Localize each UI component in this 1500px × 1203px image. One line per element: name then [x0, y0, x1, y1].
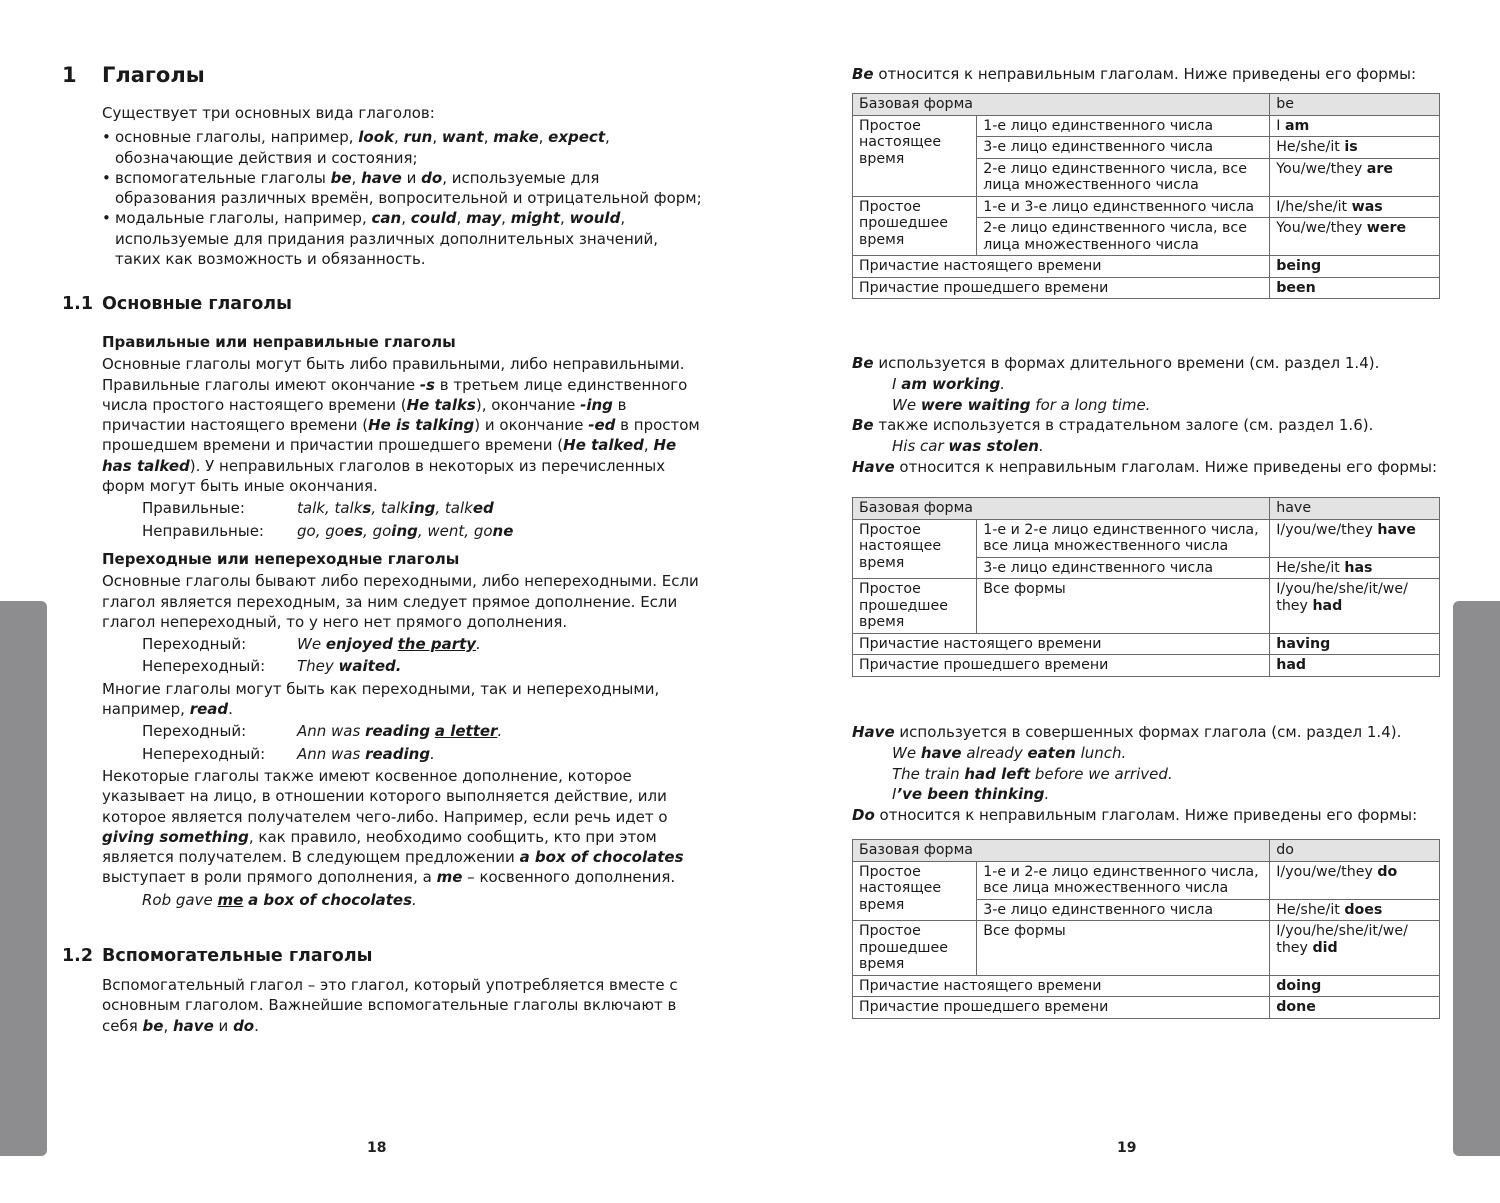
- text-run: waited.: [338, 657, 402, 676]
- text-run: относится к неправильным глаголам. Ниже приведены его формы:: [874, 805, 1418, 824]
- text-run: и: [213, 1016, 234, 1035]
- table-row: [853, 861, 1440, 899]
- table-row: [853, 115, 1440, 137]
- text-run: He has talked: [102, 436, 677, 475]
- text-run: do: [233, 1016, 255, 1035]
- auxiliary-block: [102, 975, 702, 1036]
- subsection-heading-main-verbs: [62, 294, 292, 314]
- text-run: He talked: [563, 436, 644, 455]
- person-cell: 1-е и 2-е лицо единственного числа, все лица множественного числа: [977, 861, 1270, 899]
- text-run: -ed: [588, 416, 616, 435]
- text-run: Основные глаголы бывают либо переходными, либо непереходными. Если глагол является переходным, за ним следует прямое дополнение. Если глагол непереходный, то у него нет прямого дополнения.: [102, 572, 699, 631]
- text-run: ,: [560, 209, 570, 228]
- text-run: ), окончание: [475, 395, 581, 414]
- tense-cell: Простое настоящее время: [853, 861, 977, 921]
- header-cell: be: [1270, 94, 1440, 116]
- participle-label-cell: Причастие прошедшего времени: [853, 655, 1270, 677]
- list-item: [102, 168, 702, 209]
- be-intro: [852, 64, 1442, 85]
- header-cell: have: [1270, 498, 1440, 520]
- text-run: .: [1044, 785, 1050, 803]
- table-row: [853, 519, 1440, 557]
- table-row: [853, 579, 1440, 634]
- text-run: run: [403, 128, 433, 147]
- text-run: am: [1284, 117, 1310, 134]
- example-row: [102, 744, 702, 764]
- text-run: , talk: [371, 499, 409, 518]
- text-run: I/you/he/she/it/we/ they: [1276, 923, 1408, 956]
- person-cell: 3-е лицо единственного числа: [977, 137, 1270, 159]
- text-run: Многие глаголы могут быть как переходными, так и непереходными, например,: [102, 679, 660, 719]
- example-value: [297, 656, 401, 676]
- participle-label-cell: Причастие прошедшего времени: [853, 277, 1270, 299]
- text-run: Некоторые глаголы также имеют косвенное дополнение, которое указывает на лицо, в отношении которого выполняется действие, или которое является получателем чего-либо. Например, если речь идет о: [102, 766, 668, 826]
- have-forms-table: [852, 497, 1440, 677]
- person-cell: 1-е и 2-е лицо единственного числа, все лица множественного числа: [977, 519, 1270, 557]
- text-run: are: [1366, 160, 1393, 177]
- text-run: относится к неправильным глаголам. Ниже приведены его формы:: [894, 457, 1438, 476]
- text-run: ,: [351, 168, 362, 187]
- subsection-number: 1.2: [62, 946, 94, 966]
- text-run: .: [254, 1016, 259, 1035]
- form-cell: [1270, 137, 1440, 159]
- text-run: might: [510, 209, 561, 228]
- form-cell: [1270, 158, 1440, 196]
- person-cell: 1-е и 3-е лицо единственного числа: [977, 196, 1270, 218]
- text-run: .: [228, 700, 233, 719]
- example-label: Правильные:: [142, 499, 245, 518]
- text-run: before we arrived.: [1030, 764, 1173, 783]
- intro-text: Существует три основных вида глаголов:: [102, 104, 435, 122]
- table-row: [853, 921, 1440, 976]
- right-page: [852, 0, 1442, 1203]
- example-value: [297, 521, 513, 541]
- text-run: I/you/we/they: [1276, 521, 1378, 538]
- page-number-right: 19: [1117, 1140, 1137, 1156]
- list-item: [102, 208, 702, 269]
- participle-label-cell: Причастие настоящего времени: [853, 256, 1270, 278]
- header-cell: Базовая форма: [853, 94, 1270, 116]
- subsection-title: Вспомогательные глаголы: [102, 946, 373, 966]
- text-run: ). У неправильных глаголов в некоторых из перечисленных форм могут быть иные окончания.: [102, 456, 666, 496]
- text-run: was: [1351, 198, 1383, 215]
- text-run: He/she/it: [1276, 901, 1345, 918]
- text-run: He/she/it: [1276, 139, 1345, 155]
- example-sentence: [852, 374, 1442, 395]
- text-run: look: [358, 128, 394, 147]
- section-number: 1: [62, 63, 77, 87]
- be-usage-block: [852, 353, 1442, 478]
- regular-heading: Правильные или неправильные глаголы: [102, 333, 456, 351]
- table-header-row: [853, 840, 1440, 862]
- transitive-text: [102, 571, 702, 632]
- auxiliary-text: [102, 975, 702, 1036]
- text-run: does: [1344, 901, 1383, 918]
- table-row: [853, 196, 1440, 218]
- text-run: were waiting: [920, 395, 1031, 414]
- text-run: I/you/he/she/it/we/ they: [1276, 581, 1408, 614]
- text-run: ,: [401, 209, 411, 228]
- text-run: .: [1038, 437, 1044, 455]
- text-run: .: [497, 722, 503, 741]
- person-cell: 1-е лицо единственного числа: [977, 115, 1270, 137]
- intro-block: [102, 103, 702, 269]
- text-run: His car: [892, 437, 949, 455]
- person-cell: Все формы: [977, 579, 1270, 634]
- text-run: had: [1312, 597, 1343, 614]
- text-run: и: [401, 168, 422, 187]
- table-row: [853, 655, 1440, 677]
- text-run: may: [466, 209, 502, 228]
- text-run: относится к неправильным глаголам. Ниже приведены его формы:: [873, 65, 1417, 83]
- tense-cell: Простое прошедшее время: [853, 579, 977, 634]
- text-run: .: [412, 890, 417, 909]
- text-run: Be: [852, 354, 874, 372]
- example-label: Переходный:: [142, 635, 247, 654]
- text-run: We: [892, 395, 921, 414]
- text-run: ,: [483, 128, 494, 147]
- text-run: Ann was: [297, 722, 366, 741]
- page-number-left: 18: [367, 1140, 387, 1156]
- text-run: ,: [538, 128, 549, 147]
- be-forms-table: [852, 93, 1440, 299]
- text-run: eaten: [1027, 744, 1076, 762]
- text-run: выступает в роли прямого дополнения, а: [102, 868, 437, 887]
- form-cell: done: [1270, 997, 1440, 1019]
- form-cell: [1270, 218, 1440, 256]
- subsection-heading-auxiliary: [62, 946, 372, 966]
- text-run: want: [441, 128, 484, 147]
- example-label: Неправильные:: [142, 521, 264, 540]
- text-run: Основные глаголы могут быть либо правильными, либо неправильными. Правильные глаголы имеют окончание: [102, 355, 685, 394]
- verb-type-list: [102, 127, 702, 269]
- text-run: I: [892, 785, 897, 803]
- form-cell: had: [1270, 655, 1440, 677]
- text-run: has: [1344, 559, 1373, 576]
- tense-cell: Простое прошедшее время: [853, 921, 977, 976]
- text-run: используется в совершенных формах глагола (см. раздел 1.4).: [894, 723, 1402, 741]
- text-run: , обозначающие действия и состояния;: [115, 128, 610, 167]
- subsection-number: 1.1: [62, 294, 94, 314]
- page-edge-tab-left: [0, 601, 47, 1156]
- text-run: I/he/she/it: [1276, 198, 1352, 215]
- text-run: ’ve been thinking: [896, 785, 1045, 803]
- do-intro: [852, 805, 1442, 826]
- text-run: .: [430, 744, 435, 763]
- indirect-object-text: [102, 766, 702, 888]
- text-run: have: [173, 1016, 214, 1035]
- text-run: Have: [852, 457, 895, 476]
- text-run: read: [189, 700, 229, 719]
- form-cell: doing: [1270, 975, 1440, 997]
- participle-label-cell: Причастие настоящего времени: [853, 975, 1270, 997]
- transitive-text-2: [102, 679, 702, 720]
- text-run: The train: [892, 764, 965, 783]
- text-run: have: [920, 744, 962, 762]
- tense-cell: Простое настоящее время: [853, 519, 977, 579]
- text-run: We: [892, 744, 921, 762]
- text-run: I: [892, 375, 902, 393]
- text-run: were: [1366, 220, 1407, 236]
- form-cell: having: [1270, 633, 1440, 655]
- tense-cell: Простое прошедшее время: [853, 196, 977, 256]
- text-run: be: [142, 1016, 164, 1035]
- text-run: Be: [852, 416, 874, 434]
- text-run: Be: [852, 65, 874, 83]
- text-run: lunch.: [1075, 744, 1127, 762]
- example-value: [297, 721, 502, 741]
- text-run: am working: [901, 375, 1001, 393]
- text-run: Ann was: [297, 744, 366, 763]
- example-value: [297, 744, 435, 764]
- text-run: , go: [363, 521, 392, 540]
- participle-label-cell: Причастие настоящего времени: [853, 633, 1270, 655]
- text-run: have: [1377, 521, 1416, 538]
- text-run: ,: [501, 209, 511, 228]
- text-run: модальные глаголы, например,: [115, 209, 372, 228]
- text-run: s: [362, 499, 372, 518]
- text-run: You/we/they: [1276, 220, 1367, 236]
- example-row: [102, 498, 702, 518]
- text-run: вспомогательные глаголы: [115, 168, 331, 187]
- do-forms-table: [852, 839, 1440, 1019]
- example-row: [102, 634, 702, 654]
- text-run: me: [217, 890, 244, 909]
- example-value: [297, 634, 481, 654]
- table-header-row: [853, 498, 1440, 520]
- text-run: They: [297, 657, 339, 676]
- text-run: ing: [408, 499, 436, 518]
- section-heading: [62, 63, 205, 87]
- example-label: Непереходный:: [142, 744, 266, 763]
- text-run: ed: [472, 499, 494, 518]
- text-run: enjoyed: [325, 635, 393, 654]
- person-cell: 3-е лицо единственного числа: [977, 557, 1270, 579]
- text-run: do: [421, 168, 443, 187]
- table-header-row: [853, 94, 1440, 116]
- text-run: ne: [492, 521, 514, 540]
- text-run: в причастии настоящего времени (: [102, 395, 627, 435]
- text-run: , используемые для образования различных времён, вопросительной и отрицательной форм;: [115, 168, 702, 208]
- text-run: , как правило, необходимо сообщить, кто при этом является получателем. В следующем предложении: [102, 827, 657, 867]
- text-run: ,: [432, 128, 442, 147]
- text-run: в третьем лице единственного числа простого настоящего времени (: [102, 375, 688, 414]
- text-run: Rob gave: [142, 890, 218, 909]
- person-cell: 3-е лицо единственного числа: [977, 899, 1270, 921]
- example-label: Переходный:: [142, 722, 247, 741]
- section-title: Глаголы: [102, 63, 205, 87]
- text-run: также используется в страдательном залоге (см. раздел 1.6).: [873, 416, 1374, 434]
- text-run: Вспомогательный глагол – это глагол, который употребляется вместе с основным глаголом. Важнейшие вспомогательные глаголы включают в себя: [102, 976, 678, 1035]
- table-row: [853, 633, 1440, 655]
- text-run: ,: [643, 436, 654, 455]
- text-run: ,: [456, 209, 467, 228]
- example-sentence: [852, 784, 1442, 805]
- text-run: -s: [419, 375, 435, 394]
- text-run: a letter: [434, 722, 498, 741]
- left-page: [62, 0, 702, 1203]
- form-cell: been: [1270, 277, 1440, 299]
- text-run: make: [493, 128, 539, 147]
- text-run: ) и окончание: [474, 416, 589, 435]
- text-run: .: [1000, 375, 1006, 393]
- text-run: a box of chocolates: [248, 890, 413, 909]
- indirect-object-example: [102, 890, 702, 910]
- text-run: Do: [852, 805, 875, 824]
- header-cell: Базовая форма: [853, 498, 1270, 520]
- text-run: expect: [548, 128, 605, 147]
- text-run: could: [410, 209, 457, 228]
- tense-cell: Простое настоящее время: [853, 115, 977, 196]
- text-run: do: [1377, 863, 1398, 880]
- example-row: [102, 521, 702, 541]
- have-perfect-text: [852, 722, 1442, 743]
- text-run: is: [1344, 139, 1358, 155]
- text-run: We: [297, 635, 326, 654]
- text-run: reading: [365, 722, 431, 741]
- form-cell: [1270, 557, 1440, 579]
- have-intro: [852, 457, 1442, 478]
- table-row: [853, 997, 1440, 1019]
- header-cell: do: [1270, 840, 1440, 862]
- example-value: [297, 498, 494, 518]
- example-row: [102, 721, 702, 741]
- text-run: would: [569, 209, 621, 228]
- text-run: Have: [852, 723, 895, 741]
- form-cell: [1270, 579, 1440, 634]
- text-run: for a long time.: [1030, 395, 1151, 414]
- example-sentence: [852, 395, 1442, 416]
- text-run: had left: [964, 764, 1031, 783]
- be-passive-text: [852, 415, 1442, 436]
- text-run: – косвенного дополнения.: [462, 868, 676, 887]
- table-row: [853, 277, 1440, 299]
- table-row: [853, 256, 1440, 278]
- text-run: You/we/they: [1276, 160, 1367, 177]
- text-run: reading: [365, 744, 431, 763]
- form-cell: being: [1270, 256, 1440, 278]
- text-run: ing: [391, 521, 418, 540]
- header-cell: Базовая форма: [853, 840, 1270, 862]
- text-run: -ing: [580, 395, 613, 414]
- example-sentence: [852, 764, 1442, 785]
- person-cell: Все формы: [977, 921, 1270, 976]
- text-run: He/she/it: [1276, 559, 1345, 576]
- text-run: the party: [397, 635, 477, 654]
- participle-label-cell: Причастие прошедшего времени: [853, 997, 1270, 1019]
- text-run: go, go: [297, 521, 344, 540]
- text-run: .: [476, 635, 481, 654]
- text-run: используется в формах длительного времени (см. раздел 1.4).: [873, 354, 1380, 372]
- form-cell: [1270, 196, 1440, 218]
- text-run: talk, talk: [297, 499, 363, 518]
- text-run: , went, go: [417, 521, 493, 540]
- text-run: can: [371, 209, 402, 228]
- list-item: [102, 127, 702, 168]
- be-continuous-text: [852, 353, 1442, 374]
- text-run: already: [961, 744, 1028, 762]
- form-cell: [1270, 899, 1440, 921]
- have-usage-block: [852, 722, 1442, 826]
- text-run: I: [1276, 117, 1285, 134]
- form-cell: [1270, 861, 1440, 899]
- subsection-title: Основные глаголы: [102, 294, 292, 314]
- text-run: в простом прошедшем времени и причастии прошедшего времени (: [102, 416, 700, 455]
- example-label: Непереходный:: [142, 657, 266, 676]
- main-verbs-block: [102, 332, 702, 912]
- text-run: a box of chocolates: [519, 848, 684, 867]
- regular-text: [102, 354, 702, 496]
- text-run: ,: [394, 128, 404, 147]
- text-run: have: [361, 168, 402, 187]
- transitive-heading: Переходные или непереходные глаголы: [102, 549, 460, 568]
- form-cell: [1270, 115, 1440, 137]
- text-run: He talks: [406, 395, 476, 414]
- text-run: did: [1312, 939, 1338, 956]
- text-run: giving something: [102, 827, 249, 846]
- text-run: I/you/we/they: [1276, 863, 1378, 880]
- form-cell: [1270, 921, 1440, 976]
- text-run: , talk: [435, 499, 473, 518]
- example-sentence: [852, 743, 1442, 764]
- text-run: основные глаголы, например,: [115, 128, 359, 147]
- text-run: me: [436, 868, 463, 887]
- text-run: es: [343, 521, 364, 540]
- text-run: was stolen: [948, 437, 1039, 455]
- form-cell: [1270, 519, 1440, 557]
- person-cell: 2-е лицо единственного числа, все лица множественного числа: [977, 158, 1270, 196]
- example-sentence: [852, 436, 1442, 457]
- text-run: He is talking: [368, 416, 475, 435]
- table-row: [853, 975, 1440, 997]
- example-row: [102, 656, 702, 676]
- page-edge-tab-right: [1453, 601, 1500, 1156]
- text-run: ,: [163, 1016, 173, 1035]
- text-run: , используемые для придания различных дополнительных значений, таких как возможность и обязанность.: [115, 209, 659, 269]
- person-cell: 2-е лицо единственного числа, все лица множественного числа: [977, 218, 1270, 256]
- text-run: be: [330, 168, 352, 187]
